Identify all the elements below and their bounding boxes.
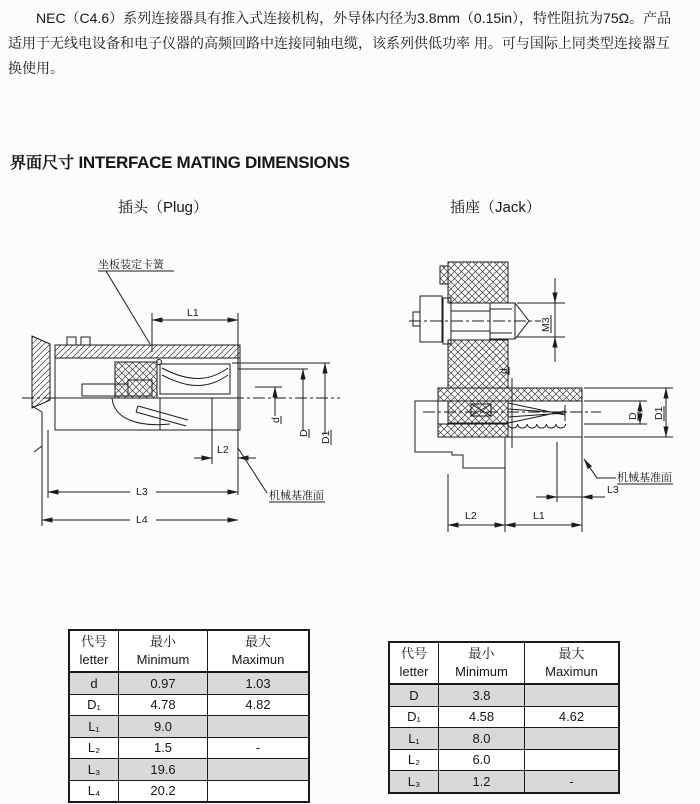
jack-datum-label: 机械基准面 <box>617 472 672 484</box>
section-title-en: INTERFACE MATING DIMENSIONS <box>78 153 350 172</box>
header-min-cn: 最小 <box>468 646 495 661</box>
table-row <box>389 771 619 793</box>
section-title-cn: 界面尺寸 <box>10 155 75 172</box>
max-cell <box>208 716 310 738</box>
min-cell: 9.0 <box>119 716 208 738</box>
jack-title: 插座（Jack） <box>450 199 541 216</box>
letter-cell: L₃ <box>69 759 119 781</box>
dim-label-D1: D1 <box>320 430 332 444</box>
table-header-row <box>389 642 619 684</box>
header-min-cn: 最小 <box>149 634 176 649</box>
table-header-row <box>69 630 309 672</box>
dim-label-m3: M3 <box>540 317 552 332</box>
min-cell: 1.5 <box>119 737 208 759</box>
letter-cell: D₁ <box>69 694 119 716</box>
jack-drawing <box>395 240 695 550</box>
max-cell: 1.03 <box>208 672 310 694</box>
max-cell: 4.62 <box>525 706 620 728</box>
intro-line: 适用于无线电设备和电子仪器的高频回路中连接同轴电缆，该系列供低功率 用。可与国际上同类型连接器互 <box>8 35 670 51</box>
dim-label-D: D <box>298 429 310 437</box>
intro-line: NEC（C4.6）系列连接器具有推入式连接机构，外导体内径为3.8mm（0.15in），特性阻抗为75Ω。产品 <box>36 10 672 26</box>
dim-label-d: d <box>270 417 282 423</box>
intro-line: 换使用。 <box>8 60 64 76</box>
header-minimum <box>119 630 208 672</box>
max-cell <box>208 759 310 781</box>
table-row <box>389 728 619 750</box>
letter-cell: L₃ <box>389 771 439 793</box>
dim-label-l3: L3 <box>136 486 148 498</box>
dim-label-l4: L4 <box>136 514 148 526</box>
header-maximum <box>525 642 620 684</box>
plug-drawing <box>10 240 350 540</box>
header-max-cn: 最大 <box>558 646 585 661</box>
header-letter-en: letter <box>79 652 109 667</box>
min-cell: 0.97 <box>119 672 208 694</box>
header-letter-en: letter <box>399 664 429 679</box>
max-cell <box>525 749 620 771</box>
header-max-en: Maximun <box>231 652 285 667</box>
min-cell: 1.2 <box>439 771 525 793</box>
dim-label-l2: L2 <box>465 510 477 522</box>
plug-title: 插头（Plug） <box>118 199 209 216</box>
min-cell: 4.78 <box>119 694 208 716</box>
letter-cell: L₁ <box>69 716 119 738</box>
header-minimum <box>439 642 525 684</box>
letter-cell: L₂ <box>389 749 439 771</box>
dim-label-l2: L2 <box>217 444 229 456</box>
letter-cell: L₁ <box>389 728 439 750</box>
dim-label-D1: D1 <box>653 406 665 420</box>
dim-label-l1: L1 <box>533 510 545 522</box>
jack-outline <box>409 262 673 532</box>
letter-cell: L₄ <box>69 780 119 802</box>
dim-label-l3: L3 <box>607 484 619 496</box>
min-cell: 4.58 <box>439 706 525 728</box>
header-min-en: Minimum <box>136 652 190 667</box>
jack-dimension-table <box>388 641 620 794</box>
letter-cell: L₂ <box>69 737 119 759</box>
table-row <box>69 737 309 759</box>
plug-datum-label: 机械基准面 <box>269 490 324 502</box>
max-cell: - <box>208 737 310 759</box>
letter-cell: D₁ <box>389 706 439 728</box>
header-min-en: Minimum <box>455 664 508 679</box>
header-max-en: Maximun <box>545 664 598 679</box>
table-row <box>69 672 309 694</box>
dim-label-D: D <box>627 412 639 420</box>
table-row <box>69 716 309 738</box>
dim-label-l1: L1 <box>187 307 199 319</box>
header-maximum <box>208 630 310 672</box>
max-cell <box>208 780 310 802</box>
min-cell: 3.8 <box>439 684 525 706</box>
plug-callout-label: 坐板装定卡簧 <box>98 259 164 271</box>
max-cell: - <box>525 771 620 793</box>
table-row <box>389 749 619 771</box>
max-cell <box>525 684 620 706</box>
max-cell: 4.82 <box>208 694 310 716</box>
section-heading <box>10 150 350 173</box>
header-letter <box>69 630 119 672</box>
min-cell: 8.0 <box>439 728 525 750</box>
header-letter <box>389 642 439 684</box>
table-row <box>69 780 309 802</box>
plug-outline <box>22 271 340 526</box>
min-cell: 20.2 <box>119 780 208 802</box>
header-letter-cn: 代号 <box>80 634 107 649</box>
min-cell: 19.6 <box>119 759 208 781</box>
table-row <box>389 684 619 706</box>
plug-dimension-table <box>68 629 310 803</box>
table-row <box>389 706 619 728</box>
header-max-cn: 最大 <box>244 634 271 649</box>
letter-cell: D <box>389 684 439 706</box>
header-letter-cn: 代号 <box>400 646 427 661</box>
dim-label-d: d <box>498 368 510 374</box>
table-row <box>69 694 309 716</box>
table-row <box>69 759 309 781</box>
max-cell <box>525 728 620 750</box>
intro-paragraph <box>8 6 696 81</box>
min-cell: 6.0 <box>439 749 525 771</box>
letter-cell: d <box>69 672 119 694</box>
